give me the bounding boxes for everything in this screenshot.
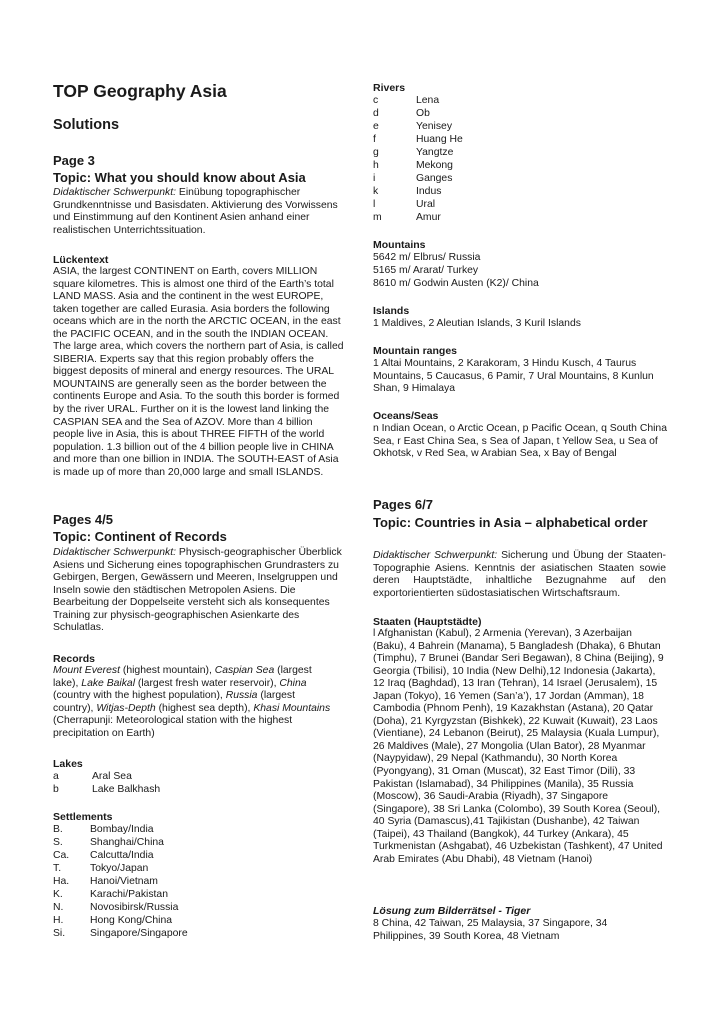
item-value: Amur [416,212,441,223]
record-desc: (largest fresh water reservoir), [135,677,280,689]
didaktik-label: Didaktischer Schwerpunkt: [373,550,498,561]
record-desc: (highest mountain), [120,665,215,676]
item-key: H. [53,915,64,926]
didaktik-text: Sicherung und Übung der Staaten-Topographie Asiens. Kenntnis der asiatischen Staaten sowie deren Hauptstädte, inhaltliche Bezugnahme auf den exportorientierten südostasiatischen Wirtschaftsraum. [373,550,666,599]
item-value: Calcutta/India [90,850,154,861]
item-key: c [373,95,379,106]
didaktik-label: Didaktischer Schwerpunkt: [53,547,177,558]
mountains-heading: Mountains [373,239,426,251]
item-value: Huang He [416,134,463,145]
islands-text: 1 Maldives, 2 Aleutian Islands, 3 Kuril Islands [373,318,581,329]
item-value: Bombay/India [90,824,154,835]
item-value: Yangtze [416,147,454,158]
item-key: e [373,121,379,132]
item-value: Hanoi/Vietnam [90,876,158,887]
item-key: Ha. [53,876,70,887]
item-key: l [373,199,376,210]
list-item: 5165 m/ Ararat/ Turkey [373,265,479,276]
didaktik-label: Didaktischer Schwerpunkt: [53,187,177,198]
item-key: k [373,186,379,197]
record-desc: (highest sea depth), [155,702,254,714]
page3-didaktik [53,187,343,237]
settlements-heading: Settlements [53,811,113,823]
page45-label: Pages 4/5 [53,512,113,527]
item-value: Tokyo/Japan [90,863,149,874]
record-name: China [279,677,307,689]
states-text: l Afghanistan (Kabul), 2 Armenia (Yerevan), 3 Azerbaijan (Baku), 4 Bahrein (Manama), 5 Bangladesh (Dhaka), 6 Bhutan (Timphu), 7 Brunei (Bandar Seri Begawan), 8 China (Beijing), 9 Georgia (Tbilisi), 10 India (New Delhi),12 Indonesia (Jakarta), 12 Iraq (Baghdad), 13 Iran (Tehran), 14 Israel (Jerusalem), 15 Japan (Tokyo), 16 Yemen (San’a’), 17 Jordan (Amman), 18 Cambodia (Phnom Penh), 19 Kazakhstan (Astana), 20 Qatar (Doha), 21 Kyrgyzstan (Bishkek), 22 Kuwait (Kuwait), 23 Laos (Vientiane), 24 Lebanon (Beirut), 25 Malaysia (Kuala Lumpur), 26 Maldives (Male), 27 Mongolia (Ulan Bator), 28 Myanmar (Naypyidaw), 29 Nepal (Kathmandu), 30 North Korea (Pyongyang), 31 Oman (Muscat), 32 East Timor (Dili), 33 Pakistan (Islamabad), 34 Philippines (Manila), 35 Russia (Moscow), 36 Saudi-Arabia (Riyadh), 37 Singapore (Singapore), 38 Sri Lanka (Colombo), 39 South Korea (Seoul), 40 Syria (Damascus),41 Tajikistan (Dushanbe), 42 Taiwan (Taipei), 43 Thailand (Bangkok), 44 Turkey (Ankara), 45 Turkmenistan (Ashgabat), 46 Uzbekistan (Tashkent), 47 United Arab Emirates (Abu Dhabi), 48 Vietnam (Hanoi) [373,628,664,865]
item-key: i [373,173,376,184]
item-value: Yenisey [416,121,453,132]
rivers-heading: Rivers [373,82,406,94]
item-key: m [373,212,382,223]
item-key: Ca. [53,850,70,861]
item-value: Lake Balkhash [92,784,161,795]
item-key: S. [53,837,63,848]
page45-topic: Topic: Continent of Records [53,529,227,544]
records-list [53,665,338,740]
list-item: 8610 m/ Godwin Austen (K2)/ China [373,278,539,289]
page67-topic: Topic: Countries in Asia – alphabetical order [373,515,648,530]
record-name: Lake Baikal [81,677,136,689]
item-value: Karachi/Pakistan [90,889,168,900]
page3-label: Page 3 [53,153,95,168]
item-key: B. [53,824,63,835]
document-title: TOP Geography Asia [53,81,227,101]
solutions-heading: Solutions [53,117,120,133]
item-key: b [53,784,59,795]
record-name: Khasi Mountains [253,702,331,714]
lueckentext-body: ASIA, the largest CONTINENT on Earth, covers MILLION square kilometres. This is almost one third of the Earth’s total LAND MASS. Asia and the continent in the west EUROPE, taken together are called Eurasia. Asia borders the following oceans which are in the north the ARCTIC OCEAN, in the east the PACIFIC OCEAN, and in the south the INDIAN OCEAN. The large area, which covers the northern part of Asia, is called SIBERIA. Experts say that this region probably offers the biggest deposits of mineral and energy resources. The URAL MOUNTAINS are generally seen as the border between the continents Europe and Asia. To the south this border is formed by the river URAL. Further on it is the lowest land linking the CASPIAN SEA and the Sea of AZOV. More than 4 billion people live in Asia, this is about THREE FIFTH of the world population. 1.3 billion out of the 4 billion people live in CHINA and more than one billion in INDIA. The SOUTH-EAST of Asia is made up of more than 20,000 large and small ISLANDS. [53,266,344,478]
record-name: Russia [225,690,258,702]
page67-label: Pages 6/7 [373,497,433,512]
item-key: f [373,134,376,145]
record-desc: (Cherrapunji: Meteorological station with the highest precipitation on Earth) [53,715,293,739]
oceans-heading: Oceans/Seas [373,410,439,422]
ranges-heading: Mountain ranges [373,345,458,357]
riddle-heading: Lösung zum Bilderrätsel - Tiger [373,905,531,917]
didaktik-text: Einübung topographischer Grundkenntnisse und Basisdaten. Aktivierung des Vorwissens und Einstimmung auf den Kontinent Asien anhand einer realistischen Unterrichtssituation. [53,187,338,236]
item-value: Ural [416,199,436,210]
riddle-text: 8 China, 42 Taiwan, 25 Malaysia, 37 Singapore, 34 Philippines, 39 South Korea, 48 Vietnam [373,918,608,942]
item-key: g [373,147,379,158]
states-heading: Staaten (Hauptstädte) [373,616,482,628]
item-value: Indus [416,186,442,197]
ranges-text: 1 Altai Mountains, 2 Karakoram, 3 Hindu Kusch, 4 Taurus Mountains, 5 Caucasus, 6 Pamir, 7 Ural Mountains, 8 Kunlun Shan, 9 Himalaya [373,358,654,395]
item-key: a [53,771,59,782]
item-value: Aral Sea [92,771,132,782]
record-name: Caspian Sea [214,665,275,676]
item-key: N. [53,902,64,913]
records-heading: Records [53,653,96,665]
item-key: Si. [53,928,66,939]
item-key: K. [53,889,63,900]
didaktik-text: Physisch-geographischer Überblick Asiens und Sicherung eines topographischen Grundrasters zu Gebirgen, Bergen, Gewässern und Meeren, Inselgruppen und Inseln sowie den städtischen Metropolen Asiens. Die Bearbeitung der Doppelseite versteht sich als konsequentes Training zur physisch-geographischen Asienkarte des Schulatlas. [53,547,342,634]
item-value: Ganges [416,173,453,184]
item-value: Shanghai/China [90,837,164,848]
item-value: Novosibirsk/Russia [90,902,179,913]
item-value: Ob [416,108,430,119]
record-name: Witjas-Depth [96,702,156,714]
page3-topic: Topic: What you should know about Asia [53,170,306,185]
record-name: Mount Everest [53,665,120,676]
item-value: Singapore/Singapore [90,928,188,939]
lakes-heading: Lakes [53,758,83,770]
item-value: Hong Kong/China [90,915,173,926]
page67-didaktik [373,550,666,600]
list-item: 5642 m/ Elbrus/ Russia [373,252,481,263]
islands-heading: Islands [373,305,410,317]
item-key: h [373,160,379,171]
item-value: Lena [416,95,440,106]
record-desc: (largest lake), [53,665,312,689]
item-key: d [373,108,379,119]
oceans-text: n Indian Ocean, o Arctic Ocean, p Pacific Ocean, q South China Sea, r East China Sea, s Sea of Japan, t Yellow Sea, u Sea of Okhotsk, v Red Sea, w Arabian Sea, x Bay of Bengal [373,423,667,460]
lueckentext-heading: Lückentext [53,254,109,266]
record-desc: (country with the highest population), [53,690,226,702]
item-key: T. [53,863,62,874]
item-value: Mekong [416,160,453,171]
page45-didaktik [53,547,346,635]
record-desc: (largest country), [53,690,296,714]
